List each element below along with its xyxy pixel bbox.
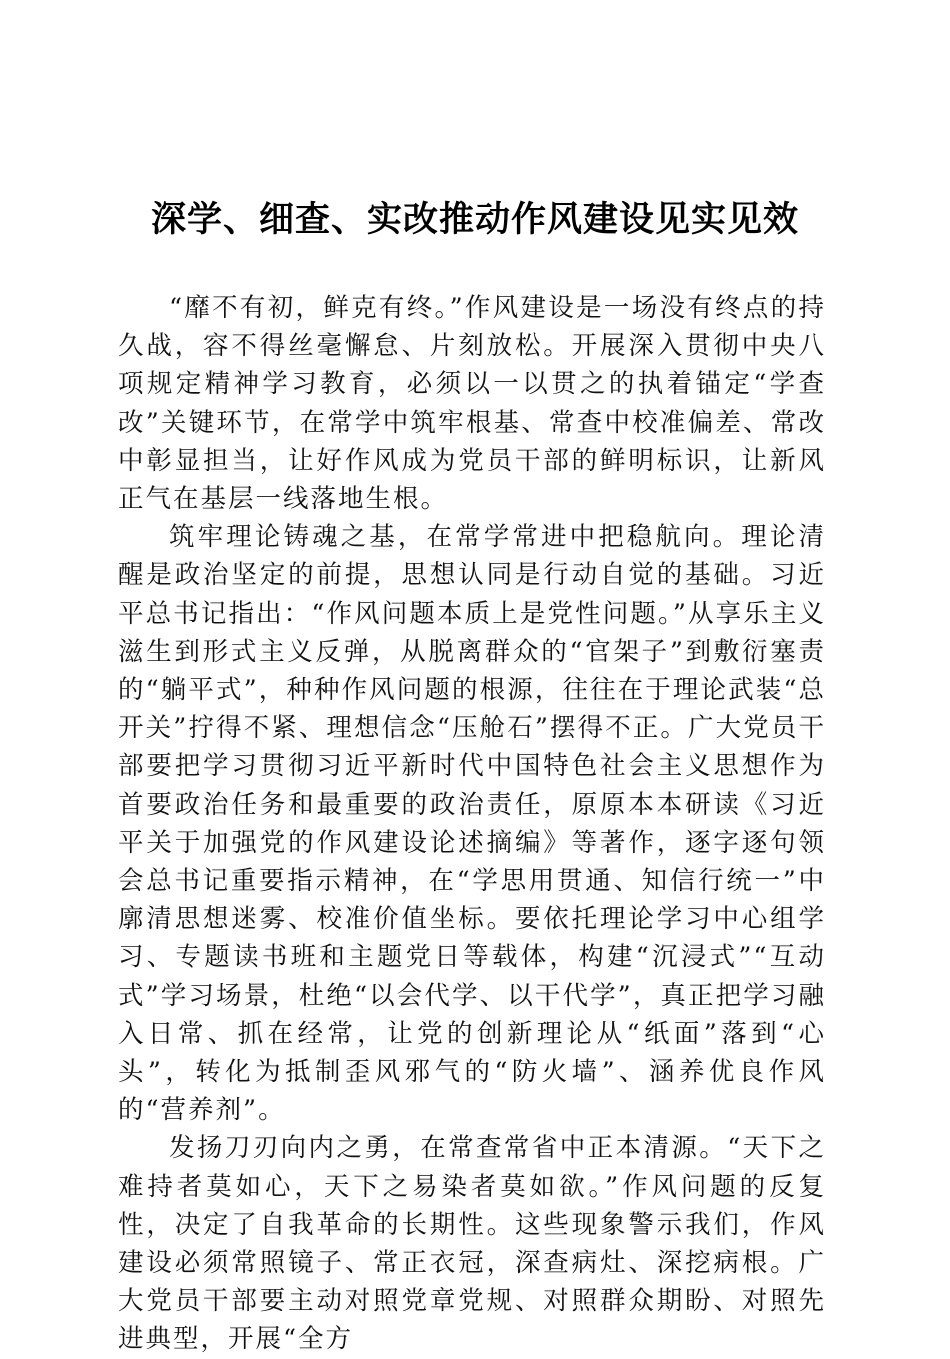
paragraph-study: 筑牢理论铸魂之基，在常学常进中把稳航向。理论清醒是政治坚定的前提，思想认同是行动自觉的基础。习近平总书记指出：“作风问题本质上是党性问题。”从享乐主义滋生到形式主义反弹，从脱离群众的“官架子”到敷衍塞责的“躺平式”，种种作风问题的根源，往往在于理论武装“总开关”拧得不紧、理想信念“压舱石”摆得不正。广大党员干部要把学习贯彻习近平新时代中国特色社会主义思想作为首要政治任务和最重要的政治责任，原原本本研读《习近平关于加强党的作风建设论述摘编》等著作，逐字逐句领会总书记重要指示精神，在“学思用贯通、知信行统一”中廓清思想迷雾、校准价值坐标。要依托理论学习中心组学习、专题读书班和主题党日等载体，构建“沉浸式”“互动式”学习场景，杜绝“以会代学、以干代学”，真正把学习融入日常、抓在经常，让党的创新理论从“纸面”落到“心头”，转化为抵制歪风邪气的“防火墙”、涵养优良作风的“营养剂”。: [118, 522, 826, 1126]
paragraph-intro: “靡不有初，鲜克有终。”作风建设是一场没有终点的持久战，容不得丝毫懈怠、片刻放松。开展深入贯彻中央八项规定精神学习教育，必须以一以贯之的执着锚定“学查改”关键环节，在常学中筑牢根基、常查中校准偏差、常改中彰显担当，让好作风成为党员干部的鲜明标识，让新风正气在基层一线落地生根。: [118, 293, 826, 515]
document-title: 深学、细查、实改推动作风建设见实见效: [150, 199, 799, 240]
document-body: [118, 289, 826, 1359]
paragraph-inspect: 发扬刀刃向内之勇，在常查常省中正本清源。“天下之难持者莫如心，天下之易染者莫如欲。”作风问题的反复性，决定了自我革命的长期性。这些现象警示我们，作风建设必须常照镜子、常正衣冠，深查病灶、深挖病根。广大党员干部要主动对照党章党规、对照群众期盼、对照先进典型，开展“全方: [118, 1133, 826, 1355]
